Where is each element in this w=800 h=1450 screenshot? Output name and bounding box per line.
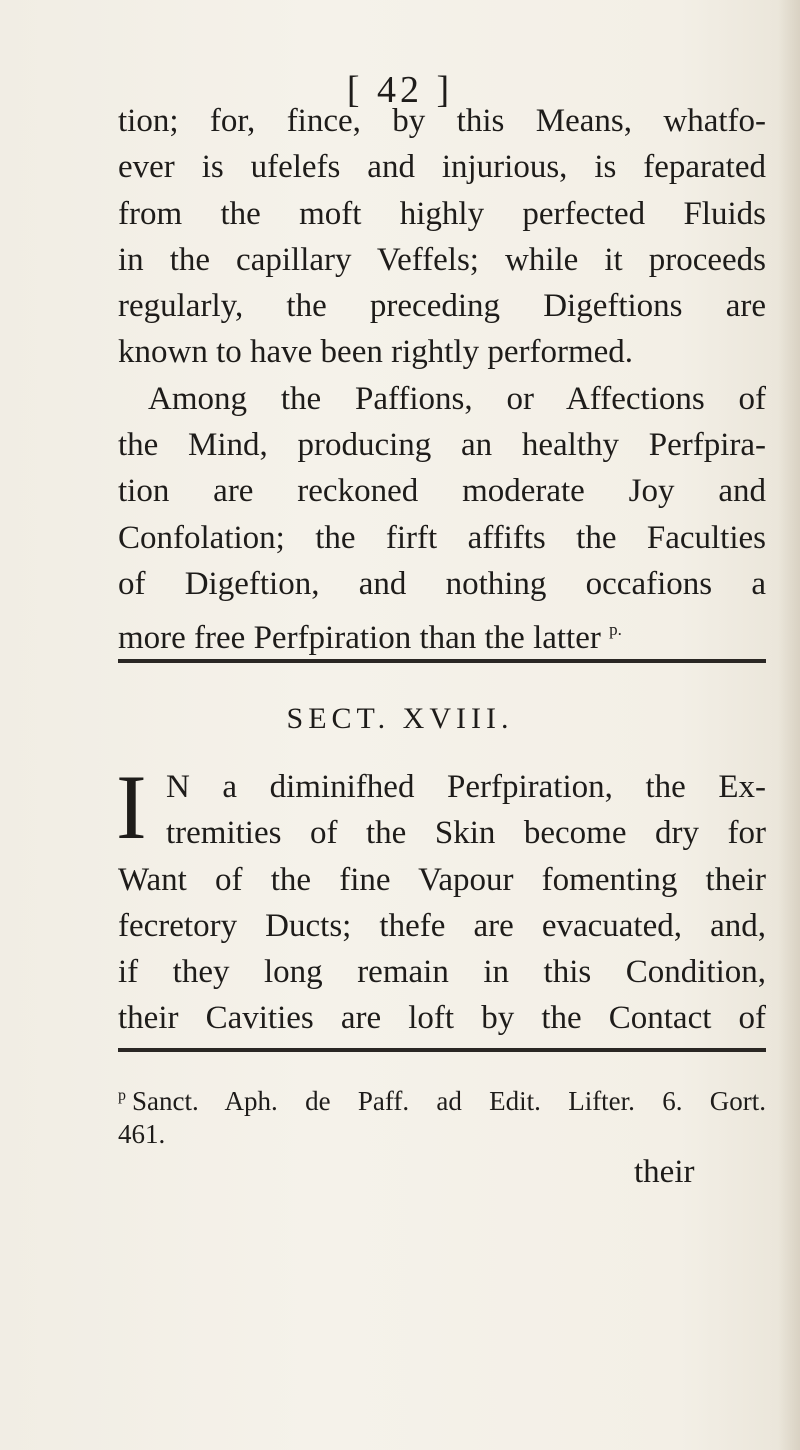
text-line-content: more free Perfpiration than the latter	[118, 620, 601, 657]
text-line: if they long remain in this Condition,	[118, 954, 766, 991]
body-text-section	[116, 756, 766, 1042]
page-number: [ 42 ]	[346, 69, 454, 111]
text-line: Confolation; the firft affifts the Faculties	[118, 519, 766, 556]
footnote-marker: p	[118, 1087, 126, 1104]
text-line: in the capillary Veffels; while it proceeds	[118, 241, 766, 278]
text-line: from the moft highly perfected Fluids	[118, 195, 766, 232]
footnote-reference: p.	[609, 620, 622, 640]
text-line: tion are reckoned moderate Joy and	[118, 473, 766, 510]
text-line	[118, 607, 766, 657]
text-line: known to have been rightly performed.	[118, 334, 634, 371]
catchword: their	[634, 1154, 695, 1190]
text-line: regularly, the preceding Digeftions are	[118, 288, 766, 325]
drop-cap: I	[116, 756, 147, 858]
section-divider	[118, 659, 766, 663]
body-text-top	[118, 98, 766, 657]
footnote	[118, 1077, 766, 1153]
section-heading: SECT. XVIII.	[286, 702, 514, 735]
footnote-divider	[118, 1048, 766, 1052]
text-line: Want of the fine Vapour fomenting their	[118, 861, 766, 898]
text-line: ever is ufelefs and injurious, is feparated	[118, 149, 766, 186]
text-line: fecretory Ducts; thefe are evacuated, and,	[118, 907, 766, 944]
text-line: N a diminifhed Perfpiration, the Ex-	[166, 769, 766, 805]
text-line: tremities of the Skin become dry for	[166, 815, 766, 852]
text-line: their Cavities are loft by the Contact of	[118, 1000, 766, 1037]
footnote-text: Sanct. Aph. de Paff. ad Edit. Lifter. 6. Gort.	[132, 1086, 766, 1116]
footnote-line	[118, 1077, 766, 1115]
text-line: the Mind, producing an healthy Perfpira-	[118, 427, 766, 464]
text-line: Among the Paffions, or Affections of	[148, 380, 766, 417]
text-line: tion; for, fince, by this Means, whatfo-	[118, 103, 766, 139]
footnote-line: 461.	[118, 1119, 166, 1149]
text-line: of Digeftion, and nothing occafions a	[118, 565, 766, 602]
